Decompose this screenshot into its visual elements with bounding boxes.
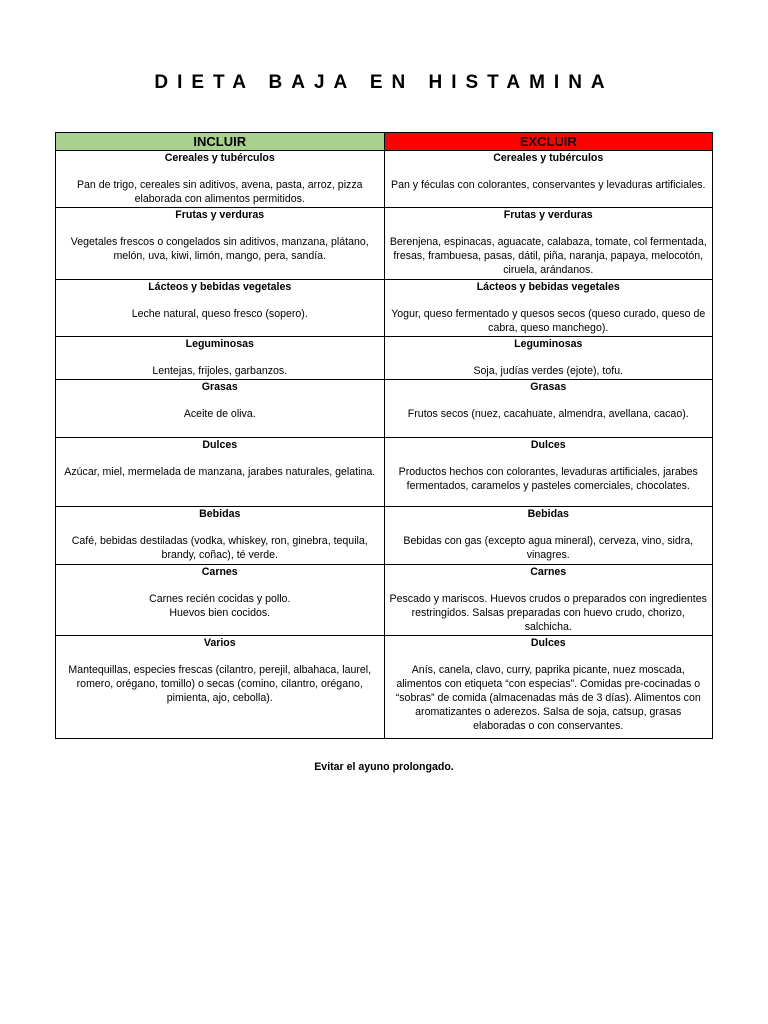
table-row (56, 380, 713, 438)
include-cell (56, 507, 385, 565)
exclude-category-heading: Leguminosas (514, 338, 583, 350)
include-cell (56, 208, 385, 280)
exclude-category-heading: Lácteos y bebidas vegetales (476, 281, 620, 293)
table-row (56, 151, 713, 208)
include-category-heading: Bebidas (199, 508, 241, 520)
include-foods-text: Lentejas, frijoles, garbanzos. (152, 365, 288, 377)
exclude-foods-text: Productos hechos con colorantes, levaduras artificiales, jarabes fermentados, caramelos y pasteles comerciales, chocolates. (398, 466, 698, 492)
exclude-category-heading: Grasas (530, 381, 567, 393)
exclude-foods-text: Soja, judías verdes (ejote), tofu. (473, 365, 624, 377)
exclude-foods-text: Bebidas con gas (excepto agua mineral), cerveza, vino, sidra, vinagres. (403, 535, 694, 561)
include-category-heading: Varios (203, 637, 236, 649)
exclude-cell (384, 507, 713, 565)
include-cell (56, 438, 385, 507)
exclude-cell (384, 280, 713, 337)
include-category-heading: Dulces (202, 439, 238, 451)
include-category-heading: Lácteos y bebidas vegetales (148, 281, 292, 293)
include-foods-text: Café, bebidas destiladas (vodka, whiskey, ron, ginebra, tequila, brandy, coñac), té verde. (71, 535, 368, 561)
exclude-category-heading: Cereales y tubérculos (493, 152, 604, 164)
exclude-cell (384, 565, 713, 636)
exclude-cell (384, 636, 713, 739)
include-cell (56, 380, 385, 438)
include-cell (56, 280, 385, 337)
exclude-foods-text: Anís, canela, clavo, curry, paprika picante, nuez moscada, alimentos con etiqueta “con especias”. Comidas pre-cocinadas o “sobras” de comida (almacenadas más de 3 días). Alimentos con aromatizantes o aderezos. Salsa de soja, catsup, grasas elaboradas o con conservantes. (395, 664, 701, 732)
table-row (56, 208, 713, 280)
include-foods-text: Aceite de oliva. (183, 408, 256, 420)
page-title: DIETA BAJA EN HISTAMINA (154, 72, 614, 93)
diet-table (55, 132, 713, 739)
exclude-category-heading: Bebidas (527, 508, 569, 520)
include-foods-text: Mantequillas, especies frescas (cilantro, perejil, albahaca, laurel, romero, orégano, tomillo) o secas (comino, cilantro, orégano, pimienta, ajo, cebolla). (68, 664, 372, 704)
include-category-heading: Leguminosas (185, 338, 254, 350)
table-header-row (56, 133, 713, 151)
exclude-foods-text: Pescado y mariscos. Huevos crudos o preparados con ingredientes restringidos. Salsas preparadas con huevo crudo, chorizo, salchicha. (389, 593, 707, 633)
exclude-cell (384, 337, 713, 380)
include-cell (56, 636, 385, 739)
include-category-heading: Grasas (201, 381, 238, 393)
exclude-foods-text: Yogur, queso fermentado y quesos secos (queso curado, queso de cabra, queso manchego). (391, 308, 706, 334)
exclude-category-heading: Dulces (530, 637, 566, 649)
table-row (56, 636, 713, 739)
include-category-heading: Frutas y verduras (175, 209, 265, 221)
table-row (56, 507, 713, 565)
include-foods-text: Vegetales frescos o congelados sin aditivos, manzana, plátano, melón, uva, kiwi, limón, mango, pera, sandía. (70, 236, 369, 262)
exclude-cell (384, 438, 713, 507)
include-foods-text: Leche natural, queso fresco (sopero). (131, 308, 308, 320)
include-category-heading: Cereales y tubérculos (164, 152, 275, 164)
exclude-category-heading: Frutas y verduras (503, 209, 593, 221)
include-foods-text: Carnes recién cocidas y pollo. Huevos bien cocidos. (149, 593, 291, 619)
footnote: Evitar el ayuno prolongado. (314, 761, 454, 773)
exclude-category-heading: Carnes (530, 566, 567, 578)
include-column-header: INCLUIR (56, 133, 385, 151)
include-cell (56, 565, 385, 636)
include-foods-text: Pan de trigo, cereales sin aditivos, avena, pasta, arroz, pizza elaborada con alimentos permitidos. (76, 179, 363, 205)
exclude-cell (384, 380, 713, 438)
table-row (56, 280, 713, 337)
table-row (56, 337, 713, 380)
exclude-foods-text: Pan y féculas con colorantes, conservantes y levaduras artificiales. (391, 179, 706, 191)
include-cell (56, 151, 385, 208)
table-row (56, 438, 713, 507)
include-cell (56, 337, 385, 380)
exclude-foods-text: Frutos secos (nuez, cacahuate, almendra, avellana, cacao). (407, 408, 689, 420)
exclude-cell (384, 151, 713, 208)
exclude-category-heading: Dulces (530, 439, 566, 451)
exclude-foods-text: Berenjena, espinacas, aguacate, calabaza, tomate, col fermentada, fresas, frambuesa, pasas, dátil, piña, naranja, papaya, melocotón, ciruela, arándanos. (389, 236, 707, 276)
exclude-column-header: EXCLUIR (384, 133, 713, 151)
exclude-cell (384, 208, 713, 280)
include-category-heading: Carnes (201, 566, 238, 578)
table-row (56, 565, 713, 636)
include-foods-text: Azúcar, miel, mermelada de manzana, jarabes naturales, gelatina. (64, 466, 376, 478)
